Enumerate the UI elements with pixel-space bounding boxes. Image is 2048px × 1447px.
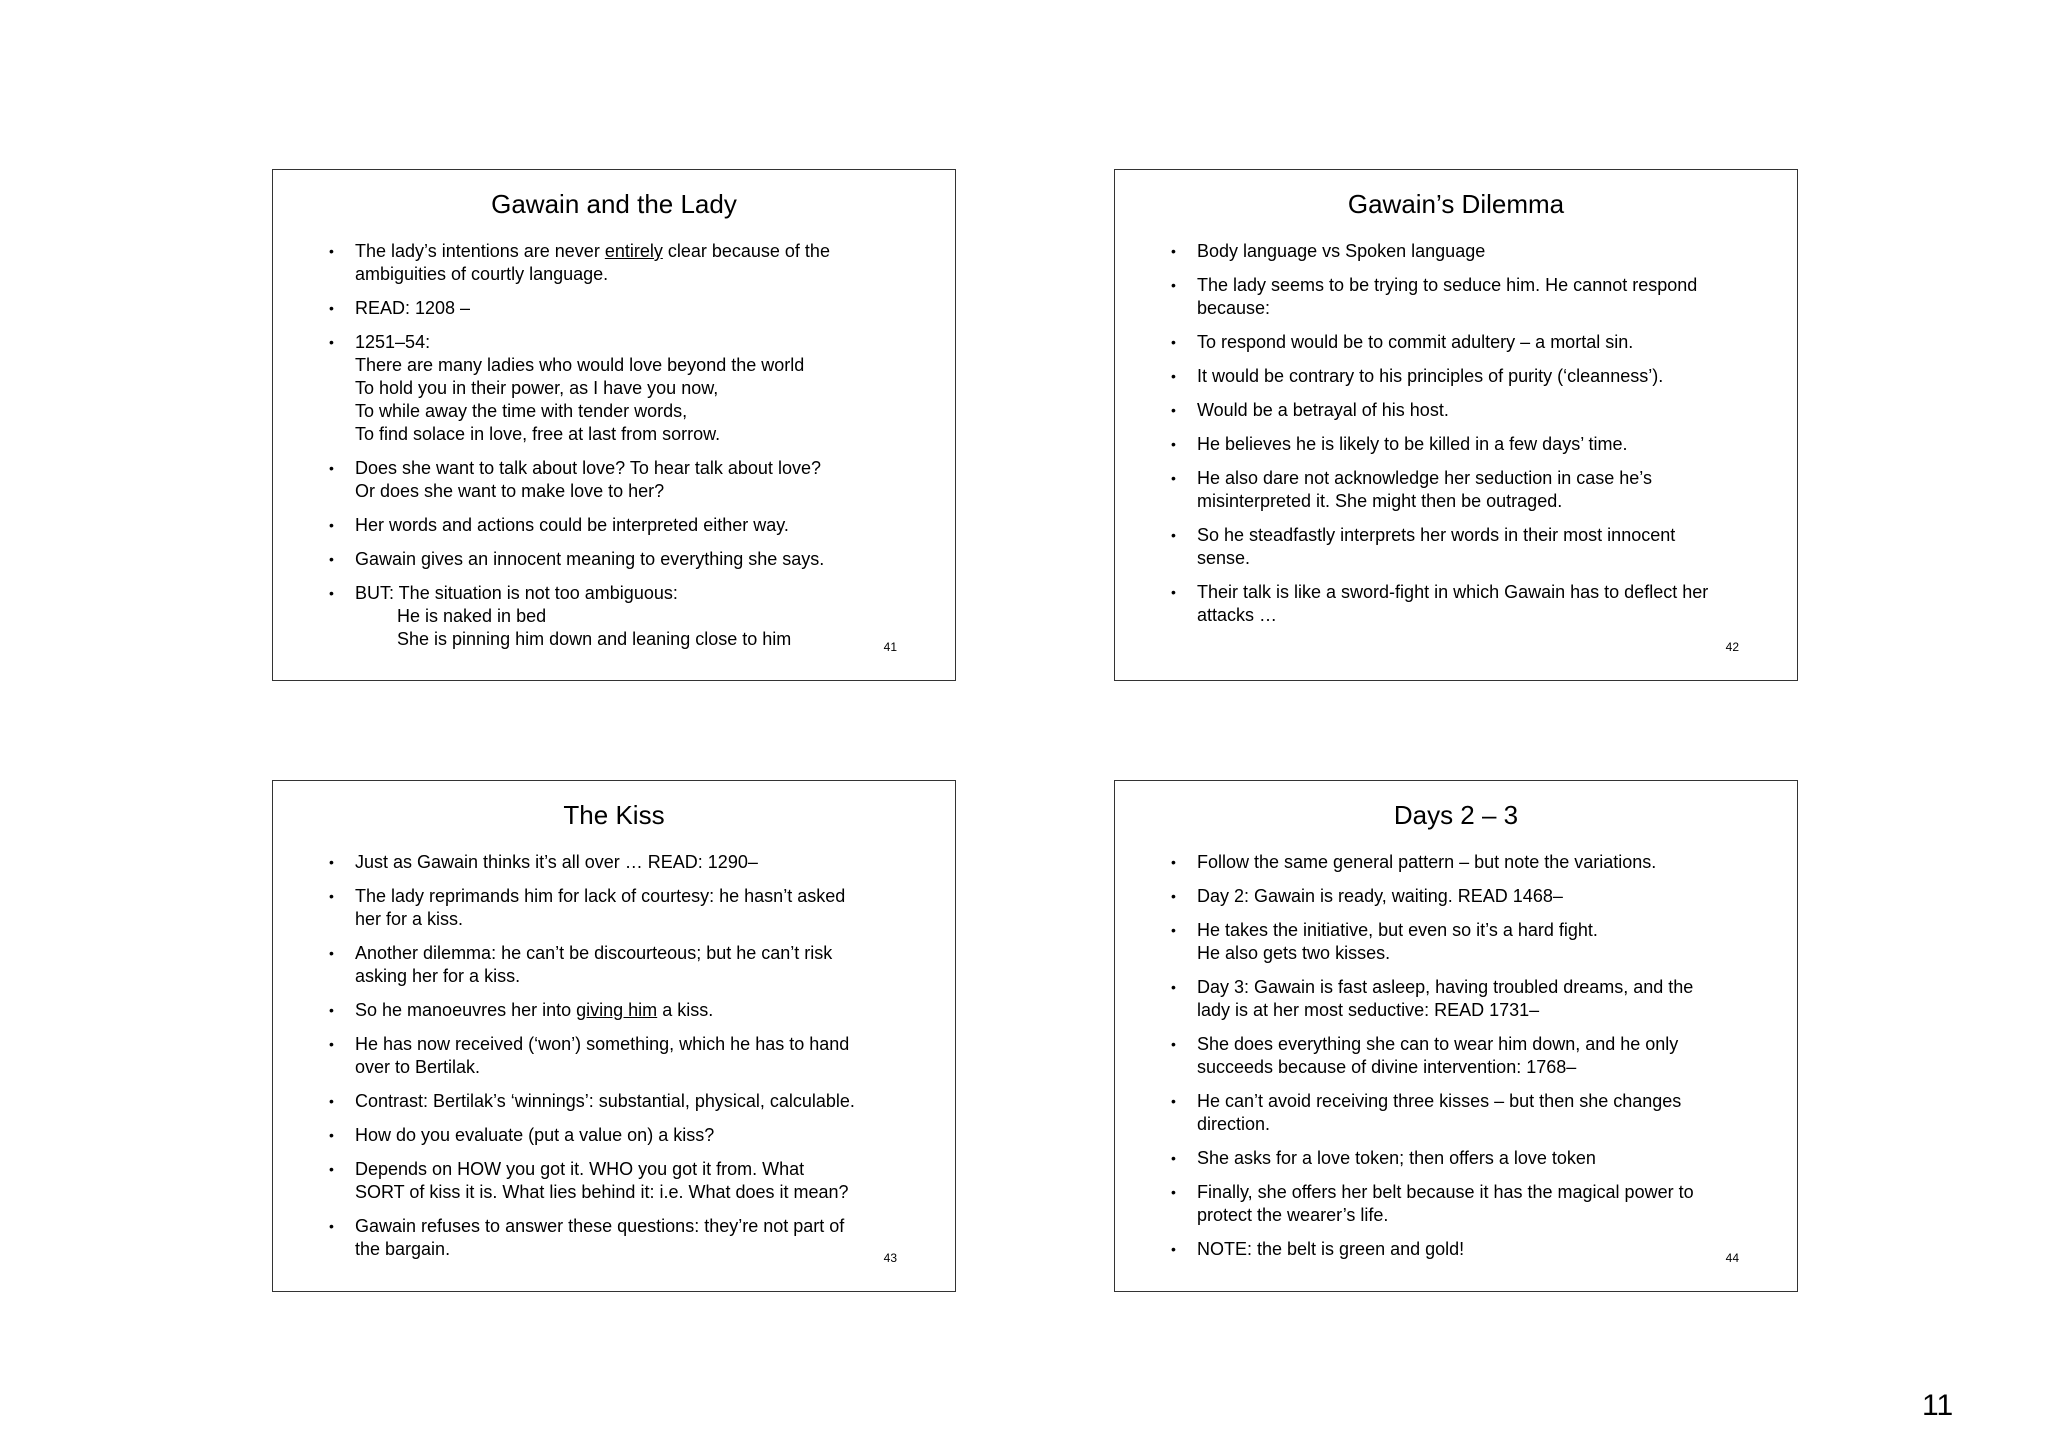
text-line: Depends on HOW you got it. WHO you got it from. What	[355, 1159, 805, 1179]
bullet-icon: •	[1171, 470, 1176, 486]
sub-line: He is naked in bed	[397, 606, 547, 626]
quote-line: To find solace in love, free at last from sorrow.	[355, 424, 721, 444]
text-line: 1251–54:	[355, 332, 431, 352]
list-item	[1171, 1238, 1757, 1261]
bullet-icon: •	[329, 460, 334, 476]
bullet-icon: •	[1171, 922, 1176, 938]
list-item	[1171, 433, 1757, 456]
slide-42	[1114, 169, 1798, 681]
underlined-text: giving him	[576, 1000, 658, 1020]
bullet-list	[1171, 851, 1757, 1272]
text-line: Or does she want to make love to her?	[355, 481, 665, 501]
text-line: READ: 1208 –	[355, 298, 471, 318]
text-line: The lady reprimands him for lack of courtesy: he hasn’t asked	[355, 886, 846, 906]
bullet-list	[329, 240, 915, 662]
text-line: Would be a betrayal of his host.	[1197, 400, 1449, 420]
list-item	[1171, 581, 1757, 627]
bullet-icon: •	[329, 945, 334, 961]
text-run: a kiss.	[657, 1000, 714, 1020]
text-line: Day 2: Gawain is ready, waiting. READ 1468–	[1197, 886, 1563, 906]
bullet-icon: •	[329, 243, 334, 259]
list-item	[1171, 1033, 1757, 1079]
bullet-list	[1171, 240, 1757, 638]
bullet-icon: •	[329, 1161, 334, 1177]
slide-44	[1114, 780, 1798, 1292]
bullet-icon: •	[329, 854, 334, 870]
bullet-icon: •	[329, 1218, 334, 1234]
bullet-icon: •	[329, 1036, 334, 1052]
list-item	[329, 548, 915, 571]
bullet-icon: •	[329, 300, 334, 316]
text-line: over to Bertilak.	[355, 1057, 481, 1077]
list-item	[1171, 399, 1757, 422]
list-item	[329, 1090, 915, 1113]
text-run: The lady’s intentions are never	[355, 241, 605, 261]
text-line: The lady seems to be trying to seduce him. He cannot respond	[1197, 275, 1698, 295]
text-line: her for a kiss.	[355, 909, 464, 929]
list-item	[329, 851, 915, 874]
text-line: She does everything she can to wear him down, and he only	[1197, 1034, 1679, 1054]
text-line: She asks for a love token; then offers a love token	[1197, 1148, 1596, 1168]
bullet-icon: •	[1171, 368, 1176, 384]
slide-number: 43	[883, 1251, 897, 1265]
bullet-icon: •	[1171, 402, 1176, 418]
slide-number: 44	[1725, 1251, 1739, 1265]
list-item	[329, 1124, 915, 1147]
text-line: Day 3: Gawain is fast asleep, having troubled dreams, and the	[1197, 977, 1694, 997]
bullet-icon: •	[1171, 888, 1176, 904]
text-line: He believes he is likely to be killed in a few days’ time.	[1197, 434, 1628, 454]
list-item	[1171, 1090, 1757, 1136]
list-item	[329, 885, 915, 931]
list-item	[1171, 1147, 1757, 1170]
bullet-icon: •	[1171, 436, 1176, 452]
text-line: He also dare not acknowledge her seduction in case he’s	[1197, 468, 1652, 488]
text-line: Her words and actions could be interpreted either way.	[355, 515, 789, 535]
bullet-icon: •	[1171, 334, 1176, 350]
text-line: lady is at her most seductive: READ 1731–	[1197, 1000, 1540, 1020]
sub-line: She is pinning him down and leaning close to him	[397, 629, 792, 649]
text-line: Another dilemma: he can’t be discourteous; but he can’t risk	[355, 943, 833, 963]
list-item	[329, 297, 915, 320]
bullet-icon: •	[329, 334, 334, 350]
text-line: To respond would be to commit adultery – a mortal sin.	[1197, 332, 1634, 352]
quote-line: To while away the time with tender words,	[355, 401, 688, 421]
list-item	[329, 942, 915, 988]
text-run: So he manoeuvres her into	[355, 1000, 577, 1020]
bullet-icon: •	[329, 517, 334, 533]
bullet-icon: •	[1171, 1241, 1176, 1257]
bullet-icon: •	[329, 551, 334, 567]
list-item	[329, 514, 915, 537]
bullet-icon: •	[329, 888, 334, 904]
list-item	[329, 457, 915, 503]
list-item	[1171, 524, 1757, 570]
slide-title: Gawain’s Dilemma	[1347, 189, 1565, 219]
bullet-icon: •	[1171, 1093, 1176, 1109]
bullet-icon: •	[329, 1093, 334, 1109]
text-line: sense.	[1197, 548, 1251, 568]
text-line: asking her for a kiss.	[355, 966, 521, 986]
quote-line: To hold you in their power, as I have you now,	[355, 378, 719, 398]
slide-41	[272, 169, 956, 681]
list-item	[329, 1215, 915, 1261]
bullet-icon: •	[329, 1002, 334, 1018]
text-line: It would be contrary to his principles of purity (‘cleanness’).	[1197, 366, 1664, 386]
slide-title: Days 2 – 3	[1393, 800, 1519, 830]
text-line: BUT: The situation is not too ambiguous:	[355, 583, 678, 603]
text-line: Finally, she offers her belt because it has the magical power to	[1197, 1182, 1694, 1202]
text-line: How do you evaluate (put a value on) a kiss?	[355, 1125, 715, 1145]
list-item	[329, 999, 915, 1022]
list-item	[329, 1158, 915, 1204]
slide-43	[272, 780, 956, 1292]
text-line: succeeds because of divine intervention: 1768–	[1197, 1057, 1577, 1077]
slide-number: 41	[883, 640, 897, 654]
text-line: attacks …	[1197, 605, 1278, 625]
text-line: So he steadfastly interprets her words in their most innocent	[1197, 525, 1676, 545]
text-line: direction.	[1197, 1114, 1271, 1134]
bullet-icon: •	[1171, 1184, 1176, 1200]
text-line: because:	[1197, 298, 1271, 318]
slide-title: Gawain and the Lady	[491, 189, 737, 219]
text-line: protect the wearer’s life.	[1197, 1205, 1389, 1225]
text-line: Does she want to talk about love? To hear talk about love?	[355, 458, 821, 478]
text-line: Their talk is like a sword-fight in which Gawain has to deflect her	[1197, 582, 1709, 602]
list-item	[1171, 365, 1757, 388]
list-item	[1171, 885, 1757, 908]
quote-line: There are many ladies who would love beyond the world	[355, 355, 805, 375]
text-line: He has now received (‘won’) something, which he has to hand	[355, 1034, 850, 1054]
list-item	[1171, 851, 1757, 874]
text-line: SORT of kiss it is. What lies behind it: i.e. What does it mean?	[355, 1182, 849, 1202]
list-item	[1171, 274, 1757, 320]
text-line: the bargain.	[355, 1239, 451, 1259]
list-item	[1171, 976, 1757, 1022]
list-item	[1171, 1181, 1757, 1227]
text-line: ambiguities of courtly language.	[355, 264, 609, 284]
bullet-icon: •	[1171, 277, 1176, 293]
list-item	[1171, 919, 1757, 965]
page-number: 11	[1922, 1389, 1954, 1422]
bullet-list	[329, 851, 915, 1272]
list-item	[1171, 331, 1757, 354]
text-line: Body language vs Spoken language	[1197, 241, 1486, 261]
bullet-icon: •	[1171, 1150, 1176, 1166]
text-line: misinterpreted it. She might then be outraged.	[1197, 491, 1563, 511]
text-line: Follow the same general pattern – but note the variations.	[1197, 852, 1657, 872]
list-item	[329, 331, 915, 446]
slide-title: The Kiss	[563, 800, 665, 830]
list-item	[1171, 467, 1757, 513]
text-line: He can’t avoid receiving three kisses – but then she changes	[1197, 1091, 1682, 1111]
bullet-icon: •	[1171, 527, 1176, 543]
text-line: Gawain gives an innocent meaning to everything she says.	[355, 549, 825, 569]
text-line: He also gets two kisses.	[1197, 943, 1391, 963]
underlined-text: entirely	[604, 241, 663, 261]
bullet-icon: •	[329, 585, 334, 601]
bullet-icon: •	[1171, 243, 1176, 259]
list-item	[329, 1033, 915, 1079]
text-line: NOTE: the belt is green and gold!	[1197, 1239, 1465, 1259]
slide-number: 42	[1725, 640, 1739, 654]
bullet-icon: •	[1171, 1036, 1176, 1052]
text-line: Contrast: Bertilak’s ‘winnings’: substantial, physical, calculable.	[355, 1091, 855, 1111]
list-item	[329, 240, 915, 286]
text-line: He takes the initiative, but even so it’s a hard fight.	[1197, 920, 1598, 940]
bullet-icon: •	[329, 1127, 334, 1143]
bullet-icon: •	[1171, 854, 1176, 870]
list-item	[329, 582, 915, 651]
text-line: Gawain refuses to answer these questions: they’re not part of	[355, 1216, 845, 1236]
text-run: clear because of the	[662, 241, 830, 261]
list-item	[1171, 240, 1757, 263]
text-line: Just as Gawain thinks it’s all over … READ: 1290–	[355, 852, 758, 872]
bullet-icon: •	[1171, 584, 1176, 600]
bullet-icon: •	[1171, 979, 1176, 995]
